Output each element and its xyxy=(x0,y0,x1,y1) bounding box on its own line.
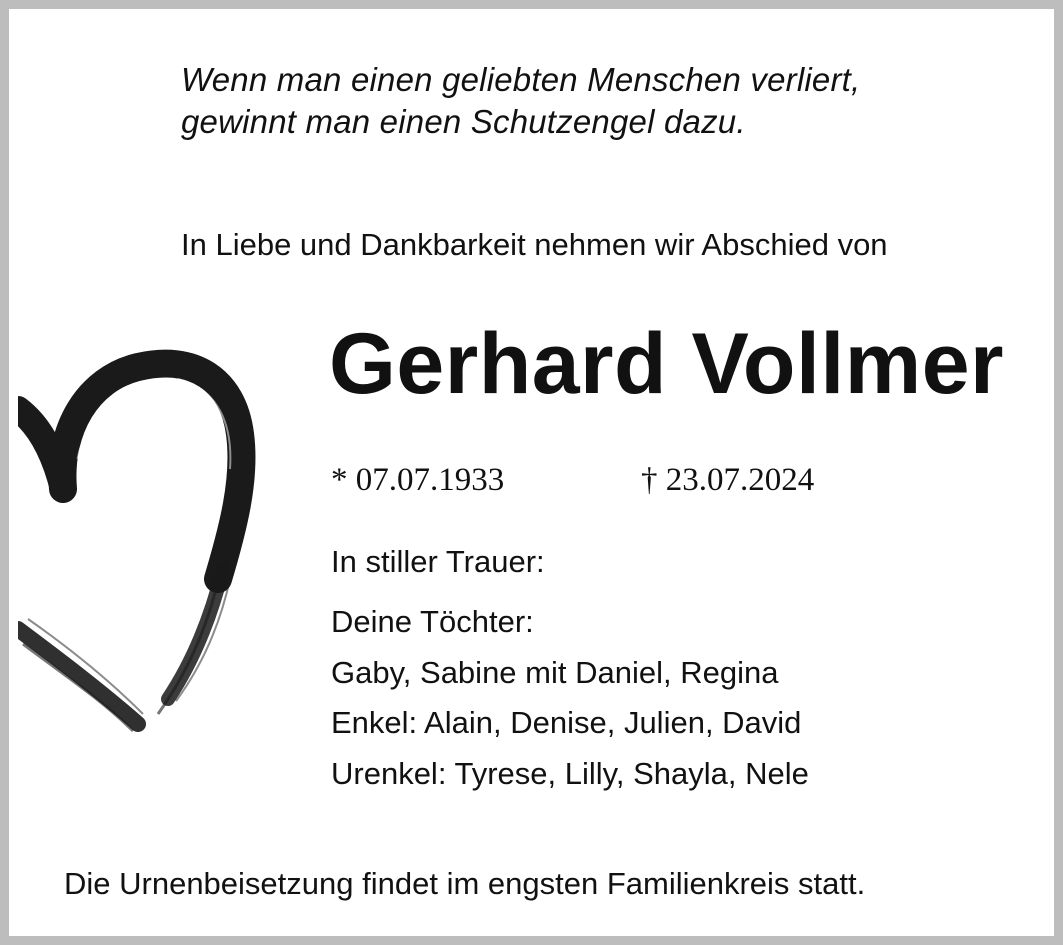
death-date: † 23.07.2024 xyxy=(641,462,815,498)
mourning-heading: In stiller Trauer: xyxy=(331,544,545,579)
burial-notice: Die Urnenbeisetzung findet im engsten Familienkreis statt. xyxy=(64,866,866,901)
daughters-label: Deine Töchter: xyxy=(331,604,534,639)
birth-date: * 07.07.1933 xyxy=(331,462,505,498)
memorial-quote xyxy=(181,59,1041,143)
quote-line-1: Wenn man einen geliebten Menschen verliert, xyxy=(181,61,861,98)
daughters-names: Gaby, Sabine mit Daniel, Regina xyxy=(331,654,779,690)
quote-line-2: gewinnt man einen Schutzengel dazu. xyxy=(181,103,746,140)
grandchildren-names: Enkel: Alain, Denise, Julien, David xyxy=(331,705,802,740)
great-grandchildren-names: Urenkel: Tyrese, Lilly, Shayla, Nele xyxy=(331,755,809,791)
brush-heart-icon xyxy=(18,339,258,739)
family-list xyxy=(331,597,809,799)
deceased-name: Gerhard Vollmer xyxy=(329,316,1005,412)
farewell-intro: In Liebe und Dankbarkeit nehmen wir Abschied von xyxy=(181,227,888,262)
